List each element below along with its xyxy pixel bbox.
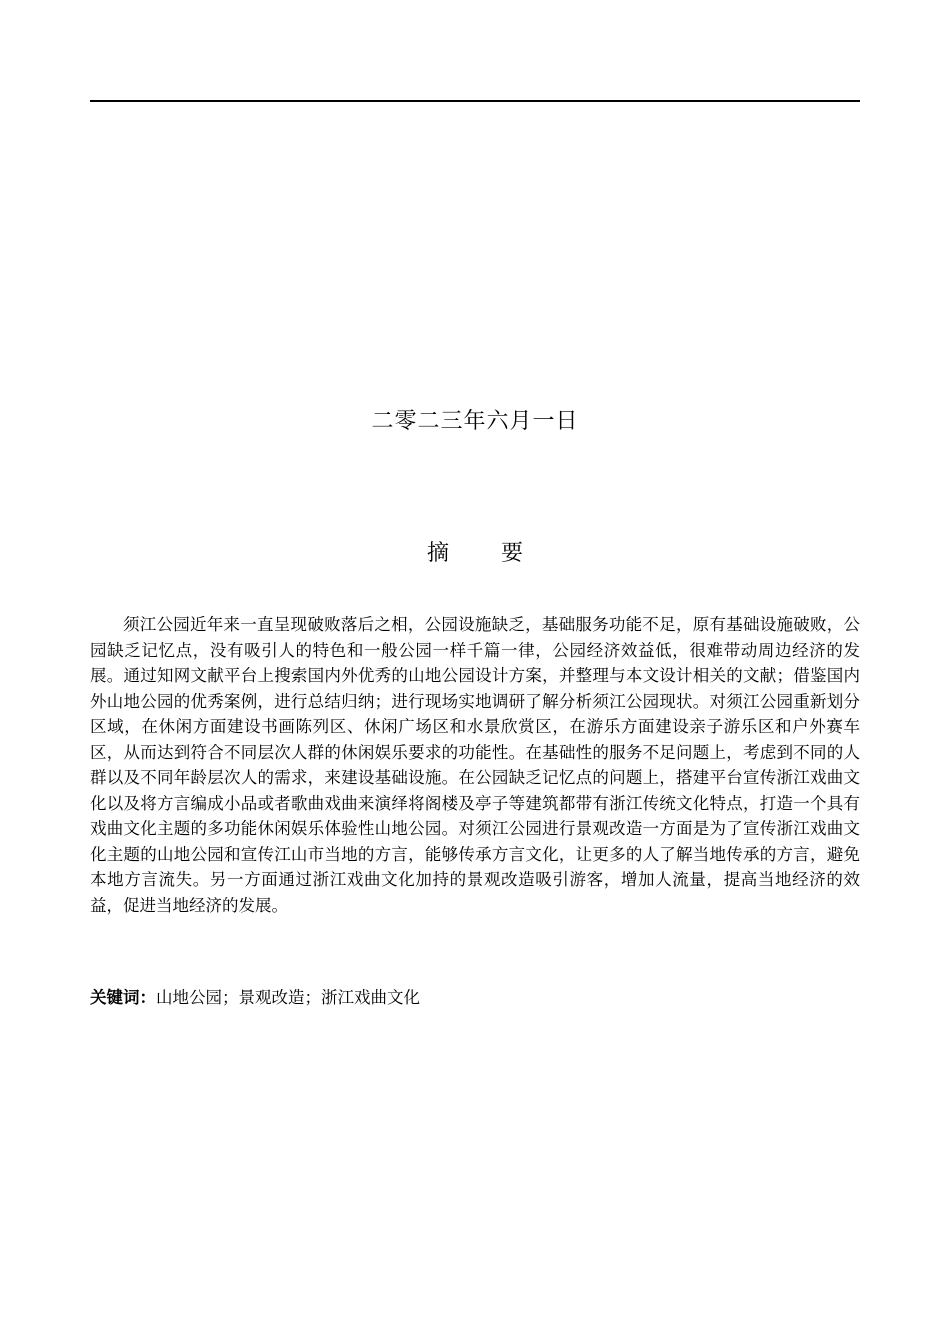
keywords-line: [90, 986, 860, 1010]
abstract-heading-char-1: 摘: [426, 541, 449, 566]
keywords-label: 关键词：: [90, 988, 156, 1007]
keywords-value: 山地公园；景观改造；浙江戏曲文化: [156, 988, 420, 1007]
abstract-heading: [0, 538, 950, 570]
document-date: 二零二三年六月一日: [371, 409, 579, 434]
abstract-heading-char-2: 要: [501, 541, 524, 566]
abstract-body: 须江公园近年来一直呈现破败落后之相，公园设施缺乏，基础服务功能不足，原有基础设施破败，公园缺乏记忆点，没有吸引人的特色和一般公园一样千篇一律，公园经济效益低，很难带动周边经济的发展。通过知网文献平台上搜索国内外优秀的山地公园设计方案，并整理与本文设计相关的文献；借鉴国内外山地公园的优秀案例，进行总结归纳；进行现场实地调研了解分析须江公园现状。对须江公园重新划分区域，在休闲方面建设书画陈列区、休闲广场区和水景欣赏区，在游乐方面建设亲子游乐区和户外赛车区，从而达到符合不同层次人群的休闲娱乐要求的功能性。在基础性的服务不足问题上，考虑到不同的人群以及不同年龄层次人的需求，来建设基础设施。在公园缺乏记忆点的问题上，搭建平台宣传浙江戏曲文化以及将方言编成小品或者歌曲戏曲来演绎将阁楼及亭子等建筑都带有浙江传统文化特点，打造一个具有戏曲文化主题的多功能休闲娱乐体验性山地公园。对须江公园进行景观改造一方面是为了宣传浙江戏曲文化主题的山地公园和宣传江山市当地的方言，能够传承方言文化，让更多的人了解当地传承的方言，避免本地方言流失。另一方面通过浙江戏曲文化加持的景观改造吸引游客，增加人流量，提高当地经济的效益，促进当地经济的发展。: [90, 615, 860, 915]
header-rule: [90, 100, 860, 102]
